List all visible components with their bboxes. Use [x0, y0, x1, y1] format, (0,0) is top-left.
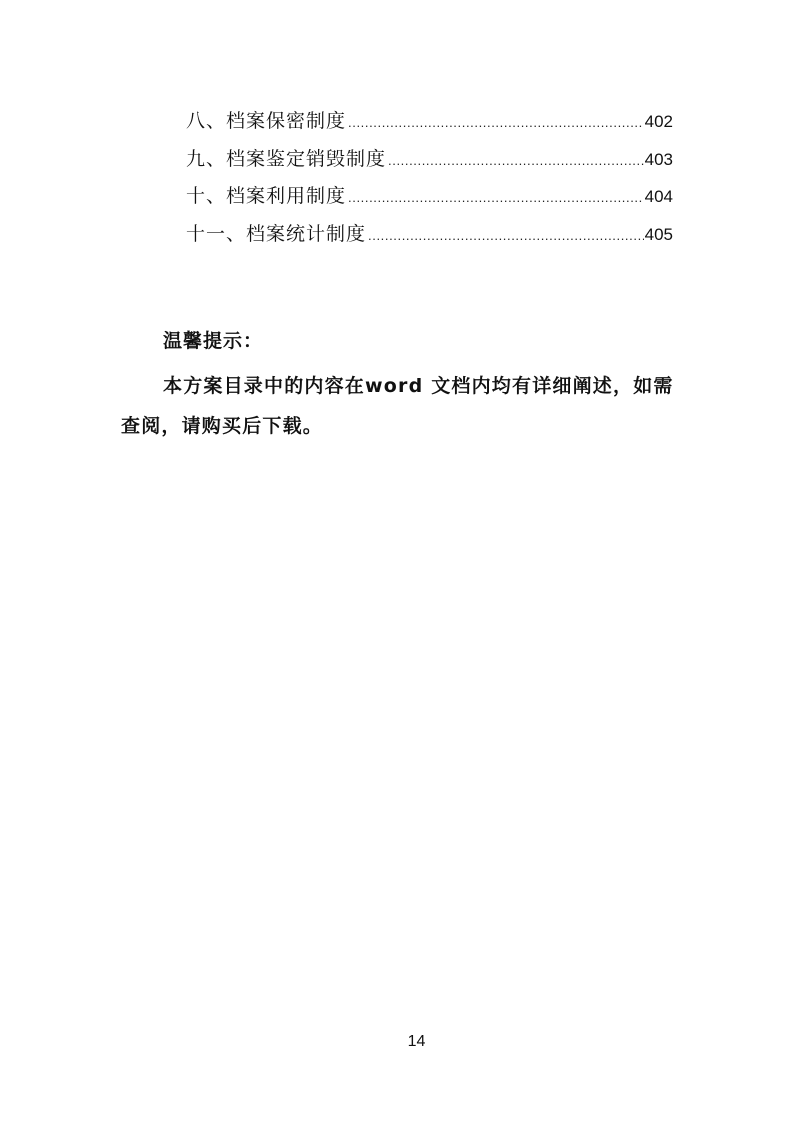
toc-entry[interactable] — [186, 219, 673, 257]
toc-entry-title: 十、档案利用制度 — [186, 185, 347, 207]
note-heading: 温馨提示： — [163, 330, 264, 352]
toc-entry-title: 九、档案鉴定销毁制度 — [186, 147, 387, 170]
toc-entry[interactable] — [186, 181, 673, 219]
toc-entry-page: 402 — [644, 112, 673, 131]
note-body: 本方案目录中的内容在word 文档内均有详细阐述，如需查阅，请购买后下载。 — [121, 375, 674, 437]
toc-entry-page: 403 — [644, 149, 673, 169]
table-of-contents — [186, 106, 673, 256]
toc-dot-leader — [348, 190, 644, 205]
toc-entry[interactable] — [186, 144, 673, 182]
toc-dot-leader — [368, 228, 644, 243]
toc-dot-leader — [348, 115, 644, 130]
toc-entry-page: 405 — [644, 224, 673, 244]
toc-entry[interactable] — [186, 106, 673, 144]
toc-entry-title: 八、档案保密制度 — [186, 110, 347, 132]
toc-dot-leader — [388, 153, 644, 168]
toc-entry-page: 404 — [644, 187, 673, 206]
page-number: 14 — [407, 1033, 426, 1050]
toc-entry-title: 十一、档案统计制度 — [186, 222, 367, 245]
